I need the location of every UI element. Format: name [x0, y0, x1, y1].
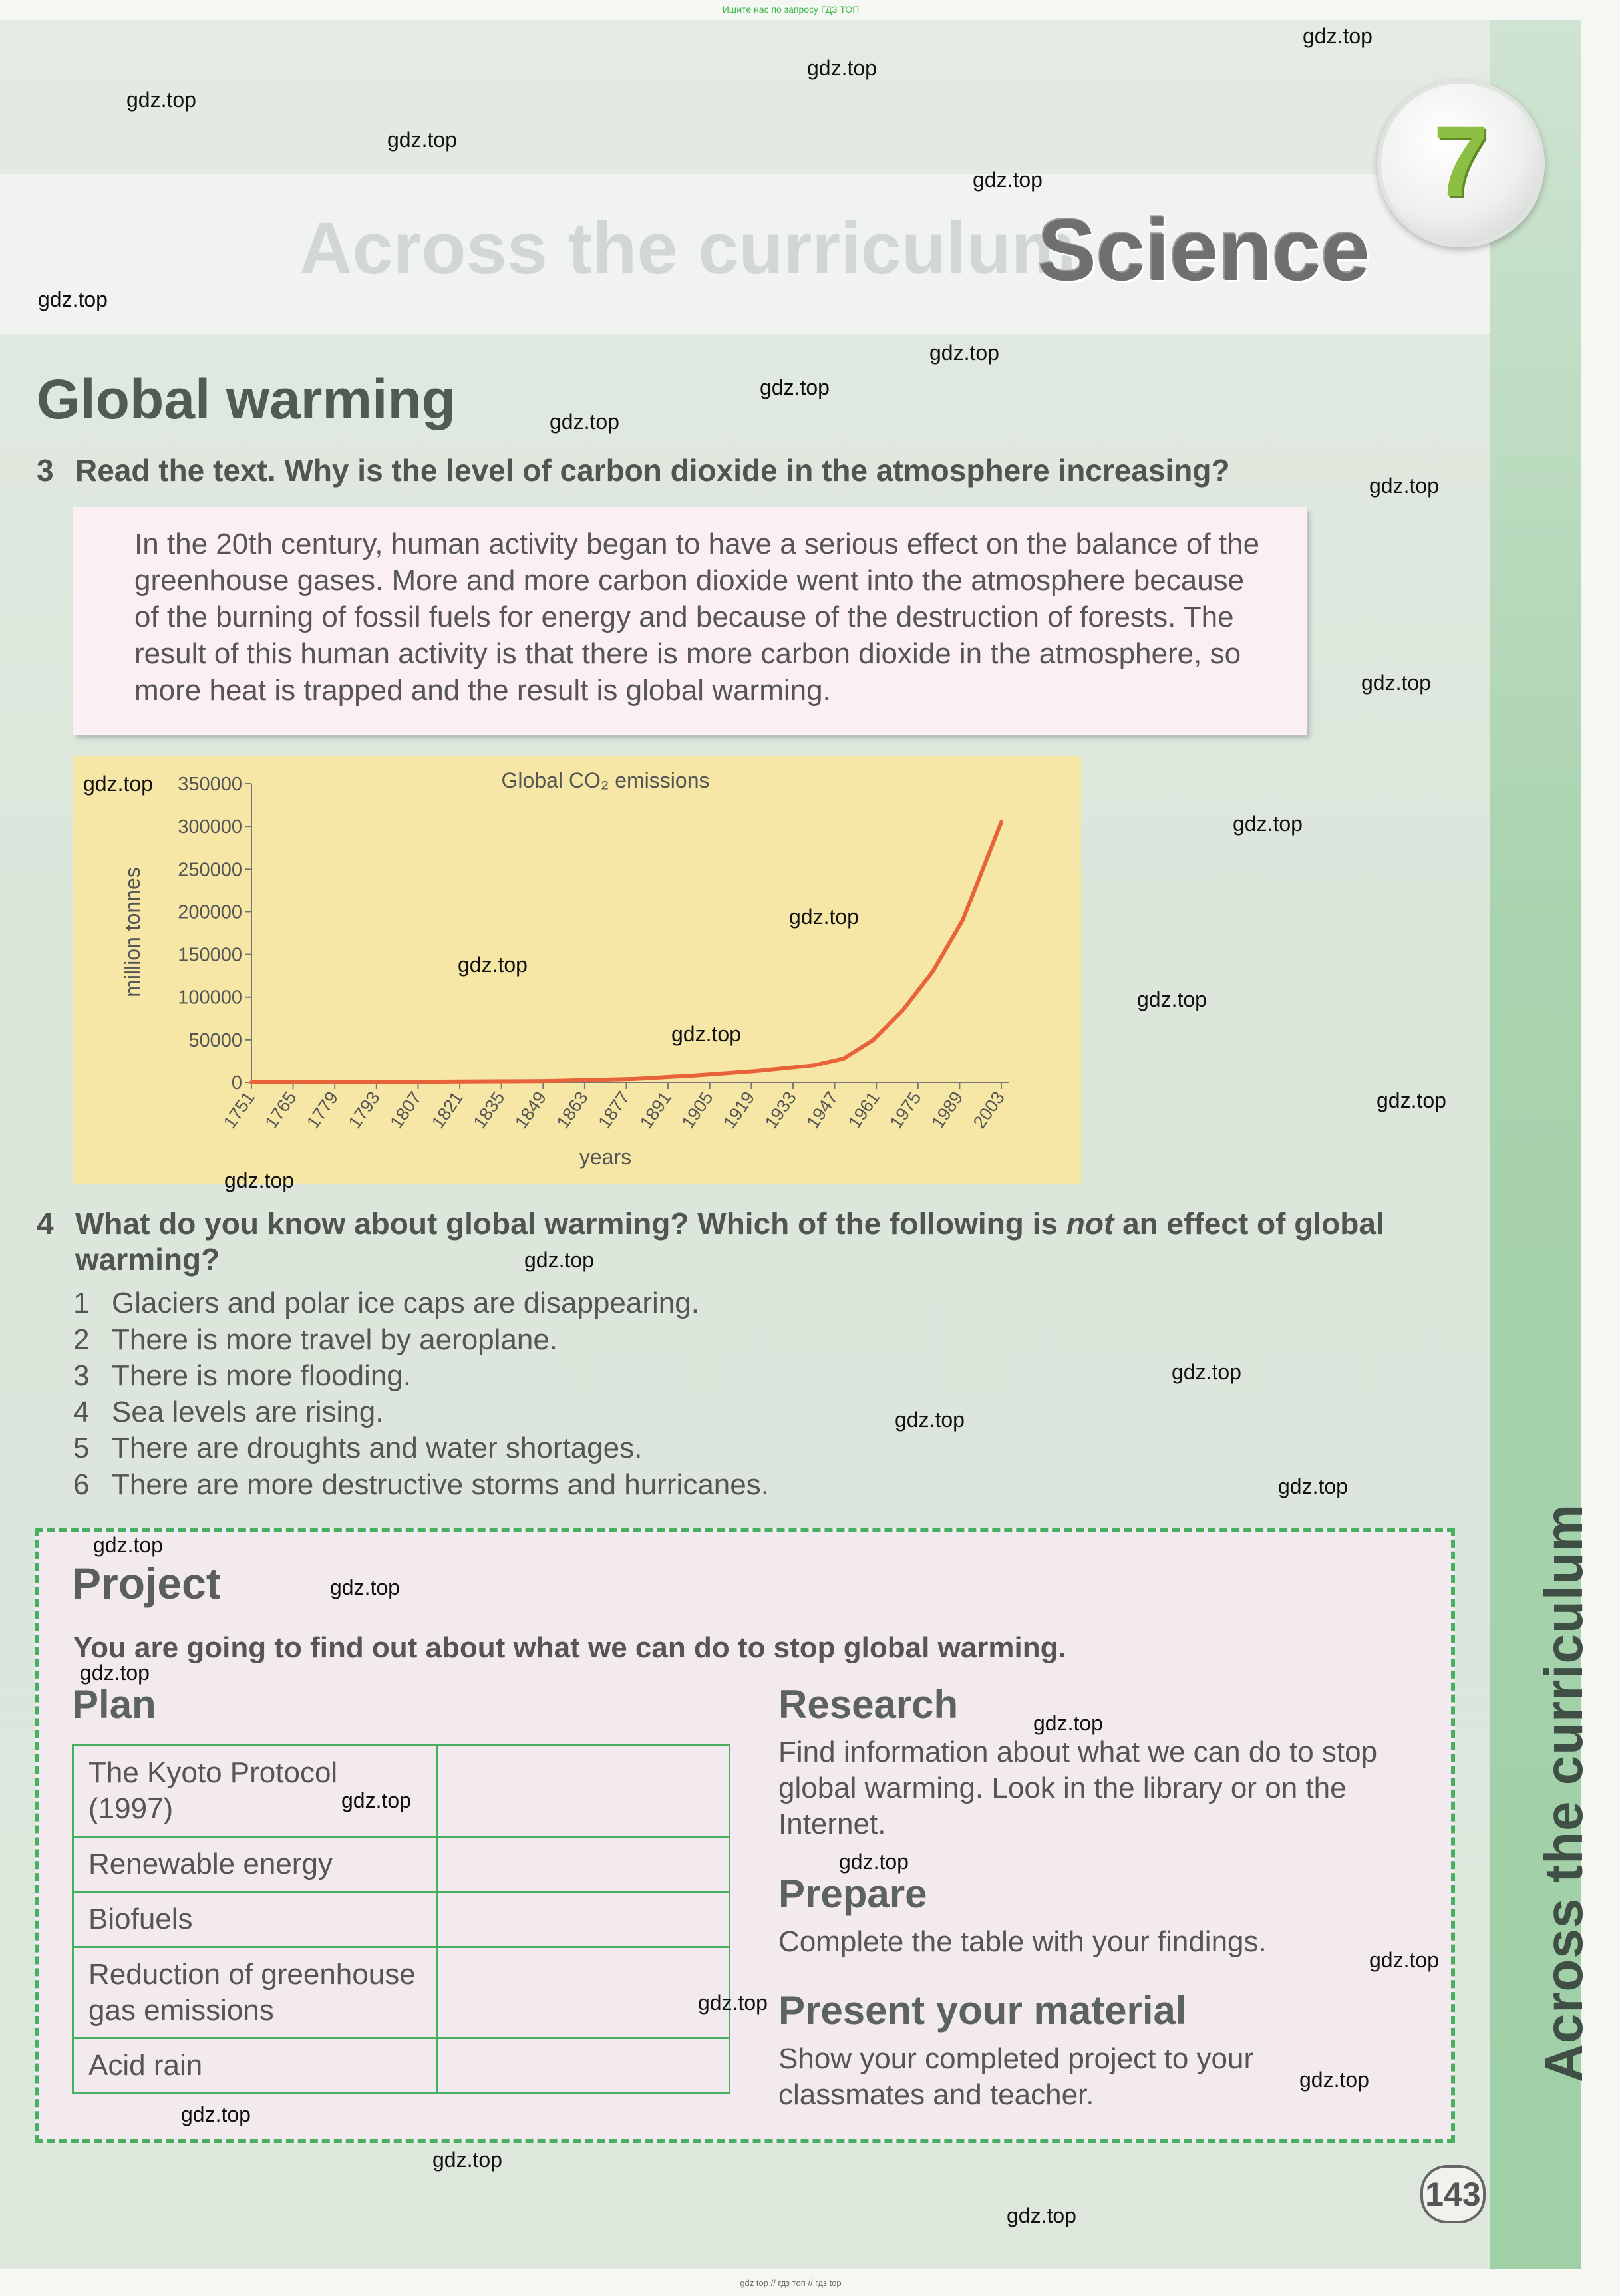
reading-text: In the 20th century, human activity began to have a serious effect on the balance of the greenhouse gases. More and more carbon dioxide went into the atmosphere because of the burning of fossil fuels for energy and because of the destruction of forests. The result of this human activity is that there is more carbon dioxide in the atmosphere, so more heat is trapped and the result is global warming. [134, 528, 1260, 707]
watermark: gdz.top [1172, 1360, 1241, 1384]
plan-row-label: Acid rain [73, 2039, 437, 2094]
side-label [1474, 1490, 1620, 2089]
list-item-text: Glaciers and polar ice caps are disappearing. [112, 1287, 699, 1319]
list-item-text: Sea levels are rising. [112, 1395, 384, 1428]
watermark: gdz.top [38, 287, 108, 311]
x-tick-label: 1961 [844, 1088, 884, 1132]
plan-row-label: The Kyoto Protocol (1997) [73, 1746, 437, 1837]
watermark: gdz.top [929, 341, 999, 365]
chart-title: Global CO₂ emissions [501, 768, 710, 792]
watermark: gdz.top [839, 1850, 909, 1874]
y-tick-label: 150000 [178, 944, 242, 966]
watermark: gdz.top [671, 1022, 741, 1046]
table-row [73, 2039, 730, 2094]
x-tick-label: 1863 [552, 1088, 592, 1132]
x-tick-label: 1989 [927, 1088, 967, 1132]
plan-row-label: Renewable energy [73, 1837, 437, 1892]
watermark: gdz.top [1007, 2204, 1076, 2227]
watermark: gdz.top [760, 375, 830, 399]
side-label-text: Across the curriculum [1534, 1503, 1593, 2082]
page-heading: Global warming [37, 368, 456, 430]
project-title: Project [72, 1559, 221, 1608]
question-3-number: 3 [37, 453, 54, 488]
x-tick-label: 2003 [969, 1088, 1009, 1132]
list-item-number: 1 [73, 1287, 90, 1319]
faded-banner-text: Across the curriculum [299, 208, 1076, 289]
watermark: gdz.top [1137, 987, 1207, 1011]
x-axis-label: years [579, 1145, 632, 1169]
list-item-text: There is more travel by aeroplane. [112, 1323, 558, 1356]
watermark: gdz.top [181, 2102, 251, 2126]
question-4-number: 4 [37, 1206, 54, 1241]
list-item-number: 2 [73, 1323, 90, 1356]
question-4-text-before: What do you know about global warming? Which of the following is [75, 1206, 1066, 1241]
y-tick-label: 350000 [178, 774, 242, 795]
table-row [73, 1837, 730, 1892]
watermark: gdz.top [341, 1788, 411, 1812]
list-item-number: 3 [73, 1359, 90, 1392]
watermark: gdz.top [1299, 2068, 1369, 2092]
reading-text-box [73, 507, 1307, 735]
plan-row-label: Reduction of greenhouse gas emissions [73, 1947, 437, 2039]
watermark: gdz.top [126, 88, 196, 112]
bottom-ad-text: gdz top // гдз топ // гдз top [740, 2278, 842, 2288]
page-number: 143 [1420, 2165, 1486, 2223]
watermark: gdz.top [895, 1408, 965, 1432]
list-item-number: 4 [73, 1395, 90, 1428]
watermark: gdz.top [1369, 1948, 1439, 1972]
x-tick-label: 1793 [344, 1088, 384, 1132]
question-4-text-line2: warming? [75, 1242, 220, 1277]
watermark: gdz.top [83, 772, 153, 796]
watermark: gdz.top [458, 953, 528, 977]
watermark: gdz.top [432, 2148, 502, 2172]
x-tick-label: 1947 [802, 1088, 842, 1132]
watermark: gdz.top [80, 1661, 150, 1685]
x-tick-label: 1919 [719, 1088, 759, 1132]
effects-list [73, 1285, 1071, 1503]
list-item [73, 1430, 1071, 1467]
watermark: gdz.top [1369, 474, 1439, 498]
research-text: Find information about what we can do to stop global warming. Look in the library or on the Internet. [778, 1736, 1378, 1840]
y-tick-label: 50000 [188, 1029, 242, 1051]
watermark: gdz.top [387, 128, 457, 152]
list-item-number: 6 [73, 1468, 90, 1501]
list-item [73, 1322, 1071, 1359]
question-4 [37, 1206, 1434, 1277]
present-text: Show your completed project to your classmates and teacher. [778, 2043, 1254, 2111]
research-heading: Research [778, 1682, 959, 1726]
y-tick-label: 200000 [178, 902, 242, 923]
watermark: gdz.top [1033, 1711, 1103, 1735]
y-tick-label: 100000 [178, 987, 242, 1009]
list-item-text: There are droughts and water shortages. [112, 1432, 643, 1464]
list-item [73, 1358, 1071, 1394]
x-tick-label: 1751 [219, 1088, 259, 1132]
question-4-text-after: an effect of global [1114, 1206, 1384, 1241]
list-item [73, 1285, 1071, 1322]
x-tick-label: 1821 [427, 1088, 467, 1132]
plan-row-cell[interactable] [437, 1947, 730, 2039]
series-line-0 [251, 822, 1001, 1082]
watermark: gdz.top [1278, 1474, 1348, 1498]
plan-row-label: Biofuels [73, 1892, 437, 1947]
watermark: gdz.top [330, 1575, 400, 1599]
co2-chart-svg [73, 756, 1081, 1184]
x-tick-label: 1891 [635, 1088, 676, 1132]
x-tick-label: 1877 [594, 1088, 634, 1132]
question-3 [37, 452, 1434, 488]
x-tick-label: 1975 [886, 1088, 925, 1132]
unit-number: 7 [1433, 105, 1489, 217]
present-heading: Present your material [778, 1988, 1187, 2033]
project-intro: You are going to find out about what we can do to stop global warming. [73, 1631, 1066, 1664]
y-axis-label: million tonnes [120, 867, 144, 997]
y-tick-label: 250000 [178, 859, 242, 881]
watermark: gdz.top [1303, 24, 1373, 48]
list-item-number: 5 [73, 1432, 90, 1464]
plan-row-cell[interactable] [437, 1837, 730, 1892]
question-4-text-italic: not [1066, 1206, 1114, 1241]
x-tick-label: 1849 [511, 1088, 551, 1132]
y-tick-label: 300000 [178, 816, 242, 838]
watermark: gdz.top [93, 1533, 163, 1557]
watermark: gdz.top [1233, 812, 1303, 836]
plan-row-cell[interactable] [437, 1746, 730, 1837]
x-tick-label: 1765 [261, 1088, 301, 1132]
list-item-text: There is more flooding. [112, 1359, 411, 1392]
watermark: gdz.top [807, 56, 877, 80]
section-title: Science [1038, 201, 1370, 299]
plan-heading: Plan [72, 1682, 156, 1726]
watermark: gdz.top [973, 168, 1043, 192]
project-box [35, 1528, 1455, 2143]
watermark: gdz.top [1361, 671, 1431, 695]
watermark: gdz.top [524, 1248, 594, 1272]
watermark: gdz.top [698, 1991, 768, 2015]
watermark: gdz.top [224, 1168, 294, 1192]
watermark: gdz.top [1377, 1088, 1446, 1112]
list-item-text: There are more destructive storms and hurricanes. [112, 1468, 769, 1501]
table-row [73, 1947, 730, 2039]
x-tick-label: 1807 [386, 1088, 426, 1132]
x-tick-label: 1905 [677, 1088, 717, 1132]
plan-row-cell[interactable] [437, 2039, 730, 2094]
y-tick-label: 0 [231, 1072, 242, 1094]
x-tick-label: 1779 [303, 1088, 343, 1132]
x-tick-label: 1933 [760, 1088, 800, 1132]
table-row [73, 1892, 730, 1947]
prepare-heading: Prepare [778, 1872, 927, 1916]
x-tick-label: 1835 [469, 1088, 509, 1132]
watermark: gdz.top [789, 905, 859, 929]
co2-chart [73, 756, 1081, 1184]
unit-number-badge [1377, 80, 1545, 247]
list-item [73, 1467, 1071, 1504]
watermark: gdz.top [550, 410, 619, 434]
top-ad-text: Ищите нас по запросу ГДЗ ТОП [722, 4, 860, 15]
plan-row-cell[interactable] [437, 1892, 730, 1947]
question-3-text: Read the text. Why is the level of carbon dioxide in the atmosphere increasing? [75, 453, 1230, 488]
prepare-text: Complete the table with your findings. [778, 1925, 1267, 1958]
